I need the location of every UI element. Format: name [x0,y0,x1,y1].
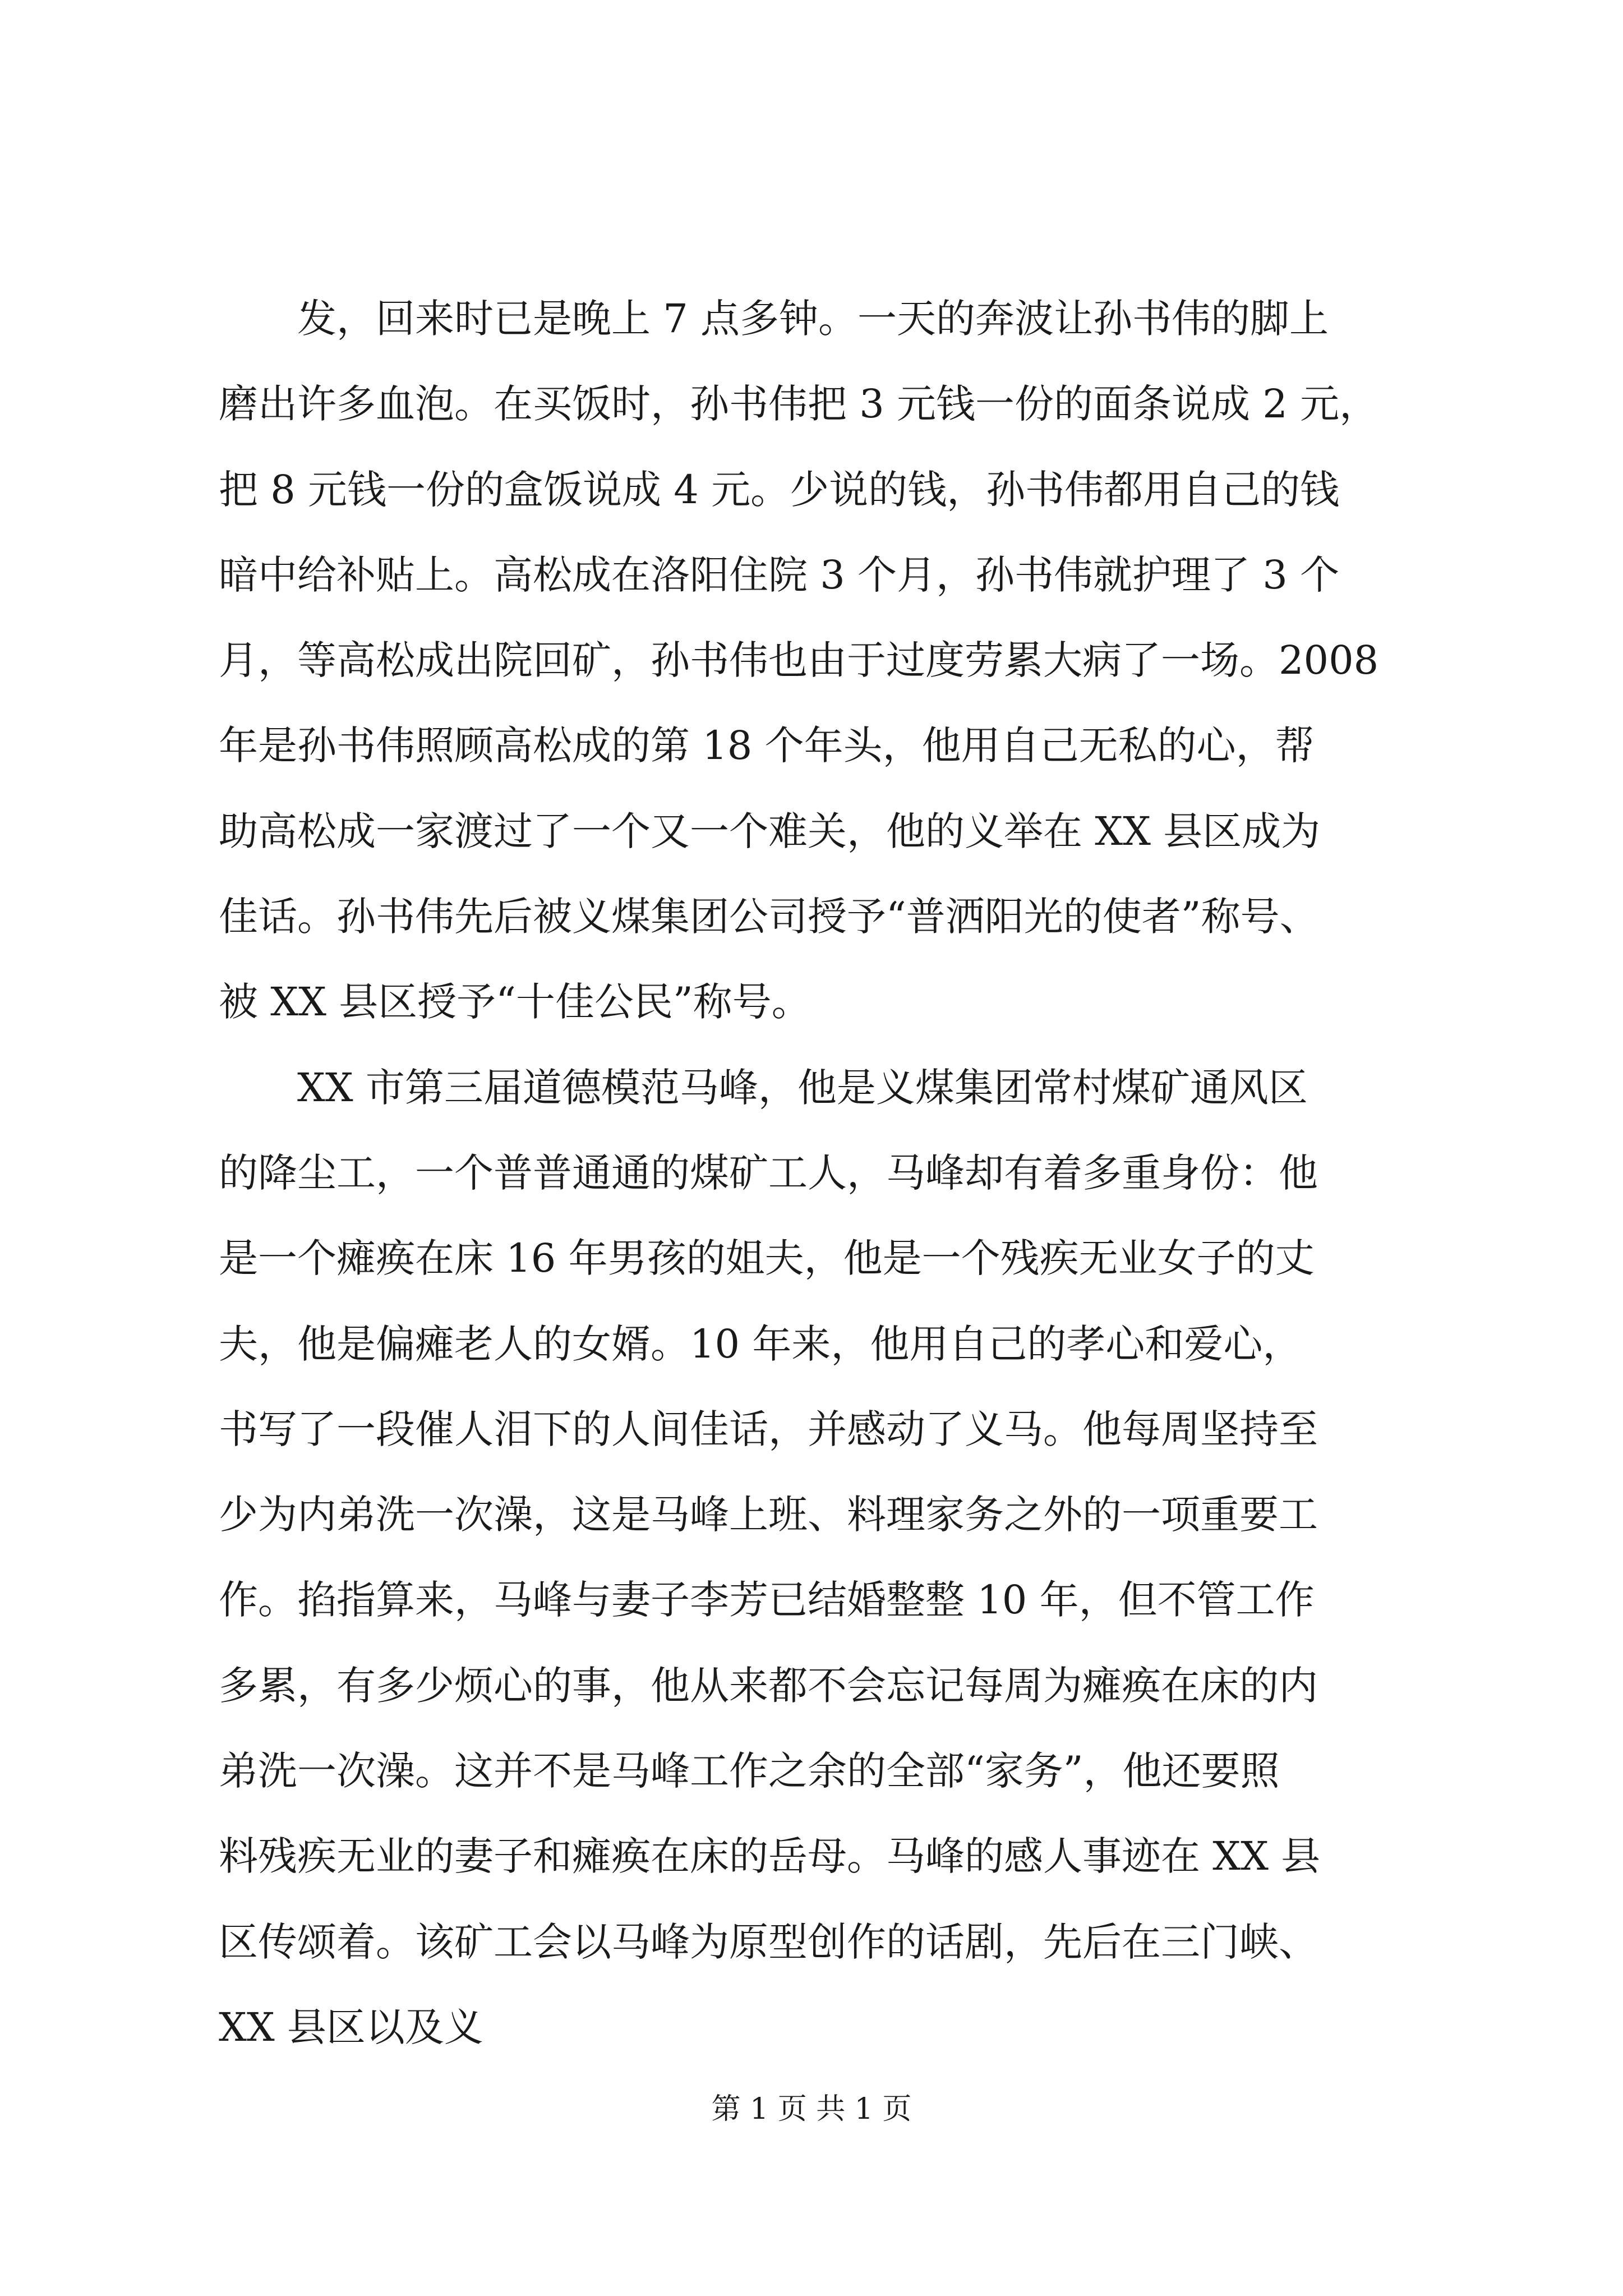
text-line: 作。掐指算来，马峰与妻子李芳已结婚整整 10 年，但不管工作 [219,1577,1315,1623]
text-line: 书写了一段催人泪下的人间佳话，并感动了义马。他每周坚持至 [219,1406,1318,1452]
text-line: 磨出许多血泡。在买饭时，孙书伟把 3 元钱一份的面条说成 2 元， [219,381,1379,427]
text-line: XX 县区以及义 [219,2004,483,2050]
text-line: 的降尘工，一个普普通通的煤矿工人，马峰却有着多重身份：他 [219,1149,1318,1196]
text-line: 助高松成一家渡过了一个又一个难关，他的义举在 XX 县区成为 [219,808,1321,854]
text-line: 弟洗一次澡。这并不是马峰工作之余的全部“家务”，他还要照 [219,1748,1280,1795]
text-line: 月，等高松成出院回矿，孙书伟也由于过度劳累大病了一场。2008 [219,637,1379,684]
text-line: 夫，他是偏瘫老人的女婿。10 年来，他用自己的孝心和爱心， [219,1320,1302,1367]
text-line: 把 8 元钱一份的盒饭说成 4 元。少说的钱，孙书伟都用自己的钱 [219,466,1340,513]
text-line: 料残疾无业的妻子和瘫痪在床的岳母。马峰的感人事迹在 XX 县 [219,1833,1321,1880]
text-line: 少为内弟洗一次澡，这是马峰上班、料理家务之外的一项重要工 [219,1492,1318,1538]
text-line: XX 市第三届道德模范马峰，他是义煤集团常村煤矿通风区 [297,1064,1308,1111]
page-footer: 第 1 页 共 1 页 [711,2092,912,2126]
text-line: 是一个瘫痪在床 16 年男孩的姐夫，他是一个残疾无业女子的丈 [219,1235,1315,1282]
text-line: 发，回来时已是晚上 7 点多钟。一天的奔波让孙书伟的脚上 [297,296,1329,342]
text-line: 佳话。孙书伟先后被义煤集团公司授予“普洒阳光的使者”称号、 [219,894,1319,940]
text-line: 暗中给补贴上。高松成在洛阳住院 3 个月，孙书伟就护理了 3 个 [219,551,1340,598]
text-line: 年是孙书伟照顾高松成的第 18 个年头，他用自己无私的心，帮 [219,723,1315,769]
text-line: 区传颂着。该矿工会以马峰为原型创作的话剧，先后在三门峡、 [219,1918,1318,1965]
text-line: 被 XX 县区授予“十佳公民”称号。 [219,979,811,1025]
document-body [219,276,1419,2070]
text-line: 多累，有多少烦心的事，他从来都不会忘记每周为瘫痪在床的内 [219,1662,1318,1709]
